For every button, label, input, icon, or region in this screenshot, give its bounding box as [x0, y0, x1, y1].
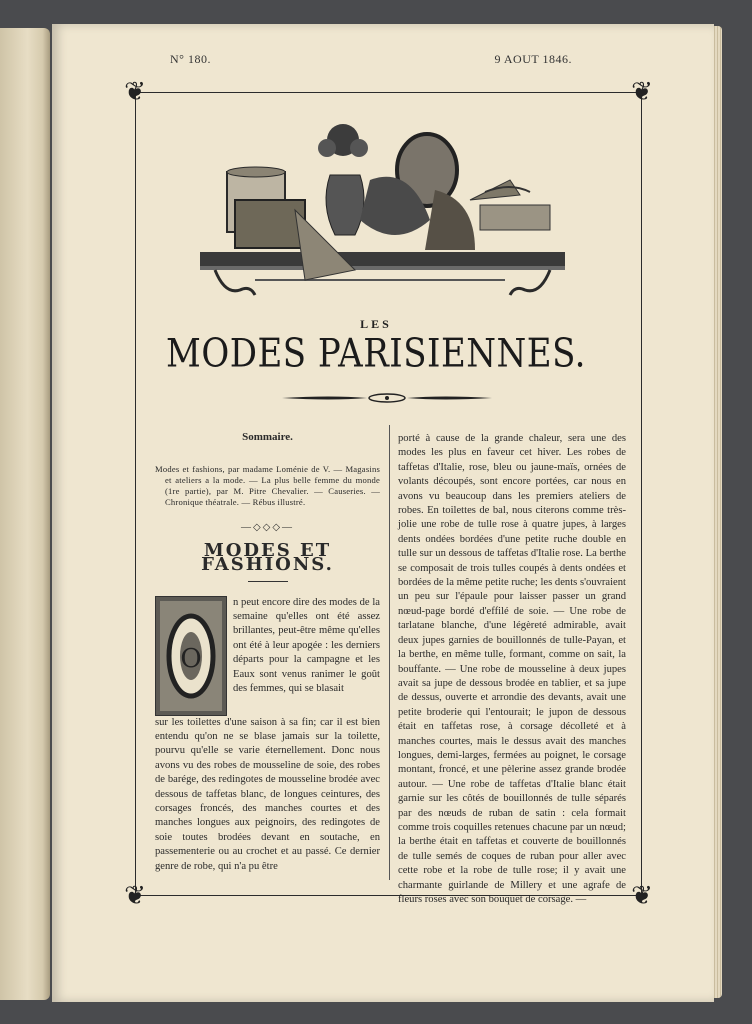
corner-flourish-icon: ❦: [124, 77, 146, 106]
section-title: MODES ET FASHIONS.: [201, 539, 334, 576]
corner-flourish-icon: ❦: [124, 881, 146, 910]
header-vignette-engraving: [195, 120, 570, 305]
page-title: MODES PARISIENNES.: [166, 331, 586, 377]
title-ornament-rule: [282, 392, 492, 404]
dropcap-letter: O: [180, 643, 202, 674]
sommaire-text: Modes et fashions, par madame Loménie de V. — Magasins et ateliers a la mode. — La plus belle femme du monde (1re partie), par M. Pitre Chevalier. — Causeries. — Chronique théatrale. — Rébus illustré.: [155, 464, 380, 508]
corner-flourish-icon: ❦: [631, 881, 653, 910]
article-left-text: sur les toilettes d'une saison à sa fin; car il est bien entendu qu'on ne se blase jamais sur la toilette, pourvu qu'elle se varie éternellement. Donc nous avons vu des robes de mousseline de soie, des robes de barége, des redingotes de mousseline brodée avec dessous de taffetas blanc, de longues ceintures, des corsages froncés, des manches courtes et des manches longues aux peignoirs, des redingotes de soie toutes brodées devant en soutache, en passementerie ou au crochet et au passé. Ce dernier genre de robe, qui n'a pu être: [155, 716, 380, 872]
running-head: [170, 52, 572, 67]
facing-page-edge: [0, 28, 50, 1000]
article-right-text: porté à cause de la grande chaleur, sera une des modes les plus en faveur cet hiver. Les robes de taffetas d'Italie, rose, bleu ou jaune-maïs, ornées de volants découpés, sont encore portées, car nous en avons vu beaucoup dans les premiers ateliers de robes. En toilettes de bal, nous citerons comme très-jolie une robe de tulle rose à quatre jupes, à larges dents ondées bordées d'une petite ruche double en tulle sur un dessous de taffetas d'Italie rose. La berthe se composait de trois tulles coupés à dents ondées et bordées de la même petite ruche; les dents s'ouvraient un peu sur l'épaule pour laisser passer un grand nœud-page bordé d'effilé de soie. — Une robe de tarlatane blanche, d'une légèreté admirable, avait deux jupes garnies de bouillonnés de tulle-Payan, et la berthe, en même tulle, formant, comme on sait, la bouffante. — Une robe de mousseline à deux jupes avait sa jupe de dessous brodée en tablier, et sa jupe de dessus, ouverte et arrondie des devants, avait une petite broderie qui l'entourait; le jupon de dessous était en taffetas rose, à corsage décolleté et à manches courtes, mais le dessus avait des manches longues, demi-larges, fermées au poignet, le corsage montant, froncé, et une pèlerine assez grande brodée autour. — Une robe de taffetas d'Italie blanc était garnie sur les côtés de bouillonnés de tulle séparés par des nœuds de ruban de satin : cela formait comme trois coquilles retenues chacune par un nœud; la berthe était en taffetas et couverte de bouillonnés de tulle semés de coques de ruban pour aller avec cette robe et la robe de tulle rose; il y avait une charmante guirlande de Millery et une agrafe de fleurs roses avec son bouquet de corsage. —: [398, 433, 626, 905]
ornamental-dropcap-o: [155, 596, 227, 716]
right-column: [398, 432, 626, 907]
article-opening: [155, 596, 380, 716]
issue-number: N° 180.: [170, 52, 211, 66]
issue-date: 9 AOUT 1846.: [494, 52, 572, 66]
masthead-les: LES: [360, 317, 392, 331]
section-rule: [248, 581, 288, 582]
article-dropcap-lines: n peut encore dire des modes de la semaine qu'elles ont été assez brillantes, peut-être même qu'elles ont été à leur apogée : les derniers départs pour la campagne et les Eaux sont venus ranimer le goût des femmes, qui se blasait: [233, 596, 380, 695]
section-ornament: —◇◇◇—: [240, 522, 295, 534]
column-divider: [389, 425, 390, 880]
corner-flourish-icon: ❦: [631, 77, 653, 106]
left-column: [155, 430, 380, 874]
sommaire-heading: Sommaire.: [242, 431, 293, 443]
